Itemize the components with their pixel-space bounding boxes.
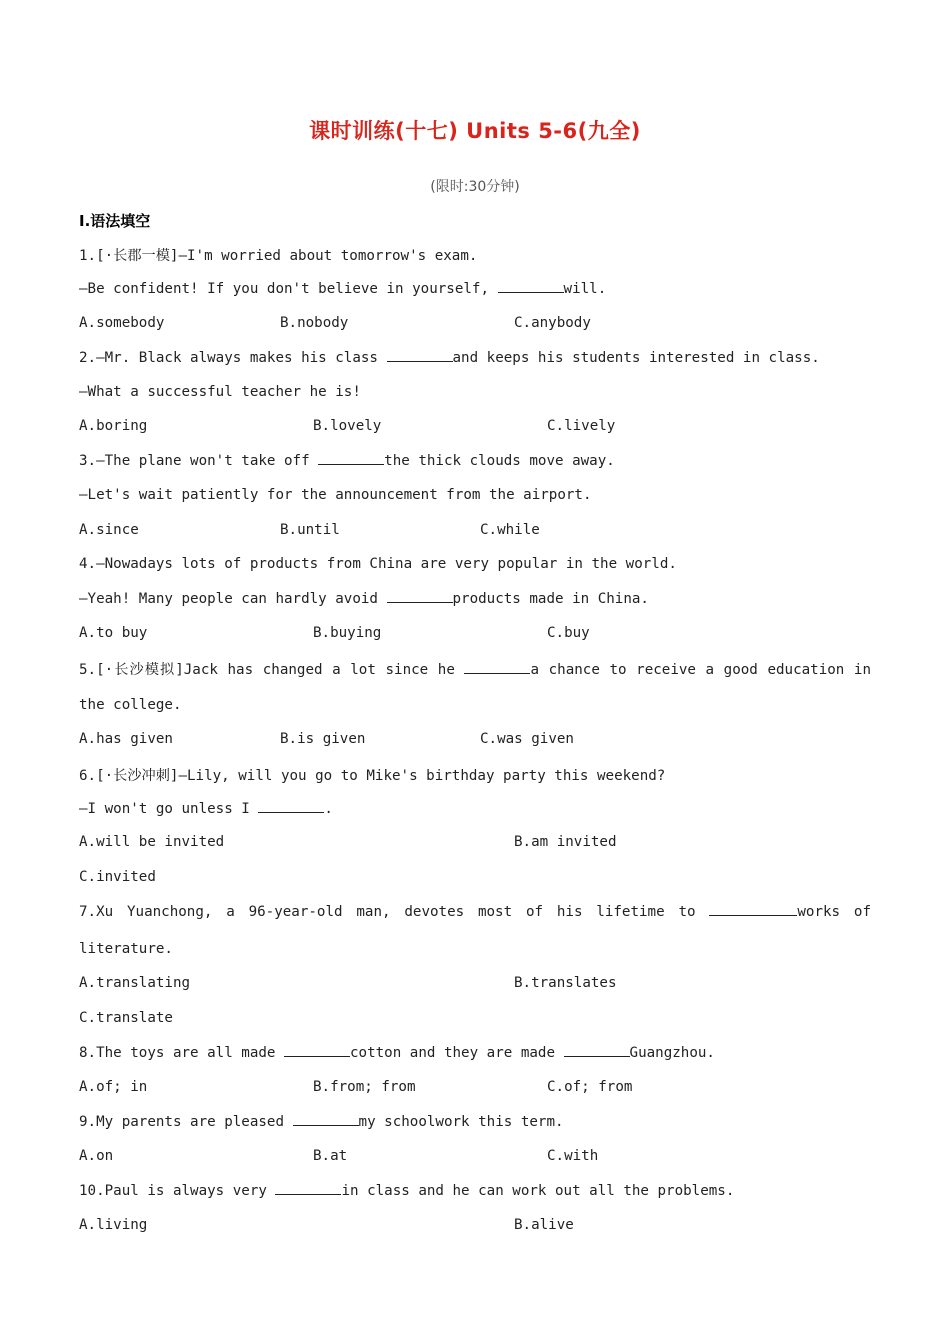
option-a: A.has given [79,731,173,747]
option-a: A.somebody [79,315,165,331]
question-3-stem: 3.—The plane won't take off the thick clouds move away. [79,453,615,469]
option-b: B.until [280,522,340,538]
question-8-stem: 8.The toys are all made cotton and they are made Guangzhou. [79,1045,715,1061]
answer-blank[interactable] [258,800,324,813]
option-c: C.while [480,522,540,538]
option-a: A.translating [79,975,191,991]
option-a: A.living [79,1217,148,1233]
option-b: B.am invited [514,834,617,850]
answer-blank[interactable] [293,1113,359,1126]
option-b: B.from; from [313,1079,416,1095]
option-c: C.of; from [547,1079,633,1095]
option-c: C.buy [547,625,590,641]
option-a: A.on [79,1148,114,1164]
option-c: C.translate [79,1010,173,1026]
question-6-reply: —I won't go unless I . [79,801,333,817]
option-b: B.buying [313,625,382,641]
question-1-reply: —Be confident! If you don't believe in yourself, will. [79,281,607,297]
option-a: A.boring [79,418,148,434]
answer-blank[interactable] [709,903,797,916]
answer-blank[interactable] [498,280,564,293]
option-a: A.to buy [79,625,148,641]
question-6-stem: 6.[·长沙冲刺]—Lily, will you go to Mike's birthday party this weekend? [79,768,666,784]
option-c: C.anybody [514,315,591,331]
question-4-stem: 4.—Nowadays lots of products from China are very popular in the world. [79,556,677,572]
page-title: 课时训练(十七) Units 5-6(九全) [309,119,641,143]
option-b: B.lovely [313,418,382,434]
time-limit: (限时:30分钟) [430,179,520,195]
option-c: C.invited [79,869,156,885]
option-b: B.is given [280,731,366,747]
question-2-stem: 2.—Mr. Black always makes his class and keeps his students interested in class. [79,350,820,366]
option-c: C.was given [480,731,574,747]
question-1-stem: 1.[·长郡一模]—I'm worried about tomorrow's exam. [79,248,478,264]
question-3-reply: —Let's wait patiently for the announcement from the airport. [79,487,592,503]
question-5-stem: 5.[·长沙模拟]Jack has changed a lot since he a chance to receive a good education in [79,662,872,678]
option-c: C.with [547,1148,599,1164]
option-a: A.will be invited [79,834,225,850]
option-b: B.at [313,1148,348,1164]
answer-blank[interactable] [387,349,453,362]
answer-blank[interactable] [284,1044,350,1057]
section-heading: Ⅰ.语法填空 [79,212,151,230]
question-9-stem: 9.My parents are pleased my schoolwork this term. [79,1114,564,1130]
question-7-stem-continued: literature. [79,941,173,957]
answer-blank[interactable] [387,590,453,603]
question-4-reply: —Yeah! Many people can hardly avoid products made in China. [79,591,649,607]
option-b: B.alive [514,1217,574,1233]
option-a: A.since [79,522,139,538]
question-2-reply: —What a successful teacher he is! [79,384,361,400]
option-a: A.of; in [79,1079,148,1095]
answer-blank[interactable] [318,452,384,465]
option-c: C.lively [547,418,616,434]
question-7-stem: 7.Xu Yuanchong, a 96-year-old man, devotes most of his lifetime to works of [79,904,871,920]
question-10-stem: 10.Paul is always very in class and he can work out all the problems. [79,1183,735,1199]
question-5-stem-continued: the college. [79,697,182,713]
answer-blank[interactable] [464,661,530,674]
answer-blank[interactable] [564,1044,630,1057]
option-b: B.nobody [280,315,349,331]
answer-blank[interactable] [275,1182,341,1195]
option-b: B.translates [514,975,617,991]
